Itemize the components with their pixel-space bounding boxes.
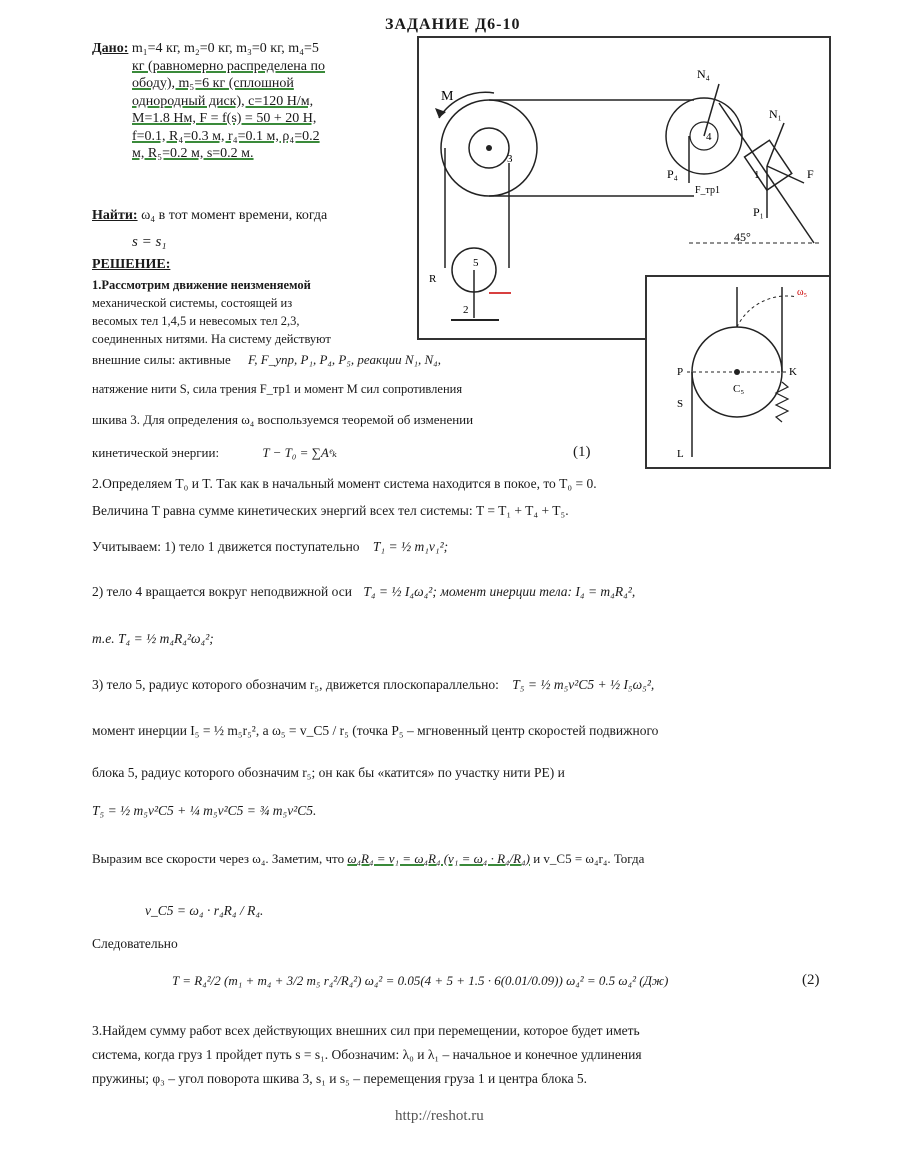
force-F — [767, 166, 804, 183]
label-angle: 45° — [734, 230, 751, 244]
pulley-3 — [441, 100, 537, 196]
solution-line-11 — [92, 538, 448, 556]
solution-line-14b: T₅ = ½ m₅v²C5 + ½ I₅ω₅², — [512, 677, 655, 692]
given-line-3: ободу), m₅=6 кг (сплошной — [132, 76, 294, 91]
given-line-5: M=1.8 Нм, F = f(s) = 50 + 20 Н, — [132, 111, 317, 126]
given-line-7: м, R₅=0.2 м, s=0.2 м. — [132, 146, 254, 161]
force-N4 — [704, 84, 719, 136]
inset-svg — [647, 277, 829, 467]
solution-line-2: механической системы, состоящей из — [92, 296, 293, 310]
inset-label-S: S — [677, 398, 684, 410]
label-N4: N₄ — [697, 67, 710, 81]
inset-omega-arc — [737, 296, 797, 327]
solution-line-12b: T₄ = ½ I₄ω₄²; момент инерции тела: I₄ = m₄R₄², — [363, 584, 636, 599]
inset-diagram — [645, 275, 831, 469]
solution-line-21: 3.Найдем сумму работ всех действующих внешних сил при перемещении, которое будет иметь — [92, 1023, 640, 1038]
solution-line-20: Следовательно — [92, 936, 178, 951]
equation-2-number: (2) — [802, 972, 820, 988]
solution-line-12a: 2) тело 4 вращается вокруг неподвижной оси — [92, 584, 352, 599]
label-2: 2 — [463, 304, 469, 316]
label-1: 1 — [754, 169, 760, 181]
label-M: M — [441, 89, 454, 104]
solution-line-14a: 3) тело 5, радиус которого обозначим r₅, движется плоскопараллельно: — [92, 677, 499, 692]
inset-spring — [776, 382, 788, 422]
force-N1 — [767, 123, 784, 166]
find-label: Найти: — [92, 208, 138, 223]
solution-line-7: шкива 3. Для определения ω₄ воспользуемся теоремой об изменении — [92, 412, 474, 427]
solution-line-8 — [92, 444, 337, 462]
solution-line-22: система, когда груз 1 пройдет путь s = s₁. Обозначим: λ₀ и λ₁ – начальное и конечное удлинения — [92, 1047, 642, 1062]
solution-line-15: момент инерции I₅ = ½ m₅r₅², а ω₅ = v_C5 / r₅ (точка P₅ – мгновенный центр скоростей подвижного — [92, 723, 659, 738]
page-title: ЗАДАНИЕ Д6-10 — [385, 16, 521, 33]
moment-arrowhead — [435, 108, 446, 118]
solution-line-18c: и v_C5 = ω₄r₄. Тогда — [533, 851, 645, 866]
solution-line-13: т.е. T₄ = ½ m₄R₄²ω₄²; — [92, 631, 214, 646]
inset-label-K: K — [789, 366, 797, 378]
find-text: ω₄ в тот момент времени, когда — [141, 208, 328, 223]
inset-label-C5: C₅ — [733, 383, 745, 395]
solution-line-1: 1.Рассмотрим движение неизменяемой — [92, 278, 311, 292]
solution-line-6: натяжение нити S, сила трения F_тр1 и момент M сил сопротивления — [92, 382, 463, 396]
given-label: Дано: — [92, 41, 129, 56]
label-R: R — [429, 273, 437, 285]
equation-1: T − T₀ = ∑Aᵉₖ — [262, 445, 337, 460]
solution-line-11b: T₁ = ½ m₁v₁²; — [372, 539, 449, 554]
solution-line-17: T₅ = ½ m₅v²C5 + ¼ m₅v²C5 = ¾ m₅v²C5. — [92, 803, 317, 818]
given-line-1: m₁=4 кг, m₂=0 кг, m₃=0 кг, m₄=5 — [131, 41, 319, 56]
solution-label: РЕШЕНИЕ: — [92, 257, 171, 272]
given-line-6: f=0.1, R₄=0.3 м, r₄=0.1 м, ρ₄=0.2 — [132, 128, 320, 144]
label-P1: P₁ — [753, 205, 764, 219]
label-3: 3 — [507, 153, 513, 165]
inset-label-L: L — [677, 448, 684, 460]
label-Ftr: F_тр1 — [695, 185, 721, 196]
label-5: 5 — [473, 257, 479, 269]
label-N1: N₁ — [769, 107, 782, 121]
solution-line-5 — [92, 351, 441, 369]
solution-line-4: соединенных нитями. На систему действуют — [92, 332, 331, 346]
inset-label-P: P — [677, 366, 684, 378]
solution-line-9: 2.Определяем T₀ и T. Так как в начальный момент система находится в покое, то T₀ = 0. — [92, 476, 597, 491]
solution-line-18 — [92, 850, 644, 868]
solution-line-12 — [92, 583, 635, 601]
label-F: F — [807, 167, 814, 181]
solution-line-18b: ω₄R₄ = v₁ = ω₄R₄ (v₁ = ω₄ · R₄/R₄) — [347, 851, 530, 866]
equation-2: T = R₄²/2 (m₁ + m₄ + 3/2 m₅ r₄²/R₄²) ω₄² = 0.05(4 + 5 + 1.5 · 6(0.01/0.09)) ω₄² = 0.5 ω₄² (Дж) — [172, 973, 669, 988]
solution-line-18a: Выразим все скорости через ω₄. Заметим, что — [92, 851, 345, 866]
footer-url: http://reshot.ru — [395, 1108, 484, 1124]
solution-line-11a: Учитываем: 1) тело 1 движется поступательно — [92, 539, 360, 554]
given-line-4: однородный диск), c=120 Н/м, — [132, 93, 314, 109]
given-line-2: кг (равномерно распределена по — [132, 58, 326, 74]
label-4: 4 — [706, 131, 712, 143]
solution-line-16: блока 5, радиус которого обозначим r₅; он как бы «катится» по участку нити PE) и — [92, 765, 565, 780]
inset-label-arrow: ω₅ — [797, 287, 808, 298]
solution-line-8a: кинетической энергии: — [92, 445, 220, 460]
solution-line-10: Величина T равна сумме кинетических энергий всех тел системы: T = T₁ + T₄ + T₅. — [92, 503, 569, 518]
solution-line-23: пружины; φ₃ – угол поворота шкива 3, s₁ и s₅ – перемещения груза 1 и центра блока 5. — [92, 1071, 588, 1086]
equation-1-number: (1) — [573, 444, 591, 460]
body-1 — [745, 140, 792, 190]
find-line — [92, 207, 327, 225]
solution-line-5a: внешние силы: активные — [92, 352, 231, 367]
solution-line-14 — [92, 676, 654, 694]
solution-line-5b: F, F_упр, P₁, P₄, P₅, реакции N₁, N₄, — [248, 352, 441, 367]
find-condition: s = s₁ — [132, 234, 167, 250]
solution-line-3: весомых тел 1,4,5 и невесомых тел 2,3, — [92, 314, 300, 328]
label-P4: P₄ — [667, 167, 678, 181]
solution-line-19: v_C5 = ω₄ · r₄R₄ / R₄. — [145, 903, 264, 918]
given-block — [92, 40, 410, 163]
